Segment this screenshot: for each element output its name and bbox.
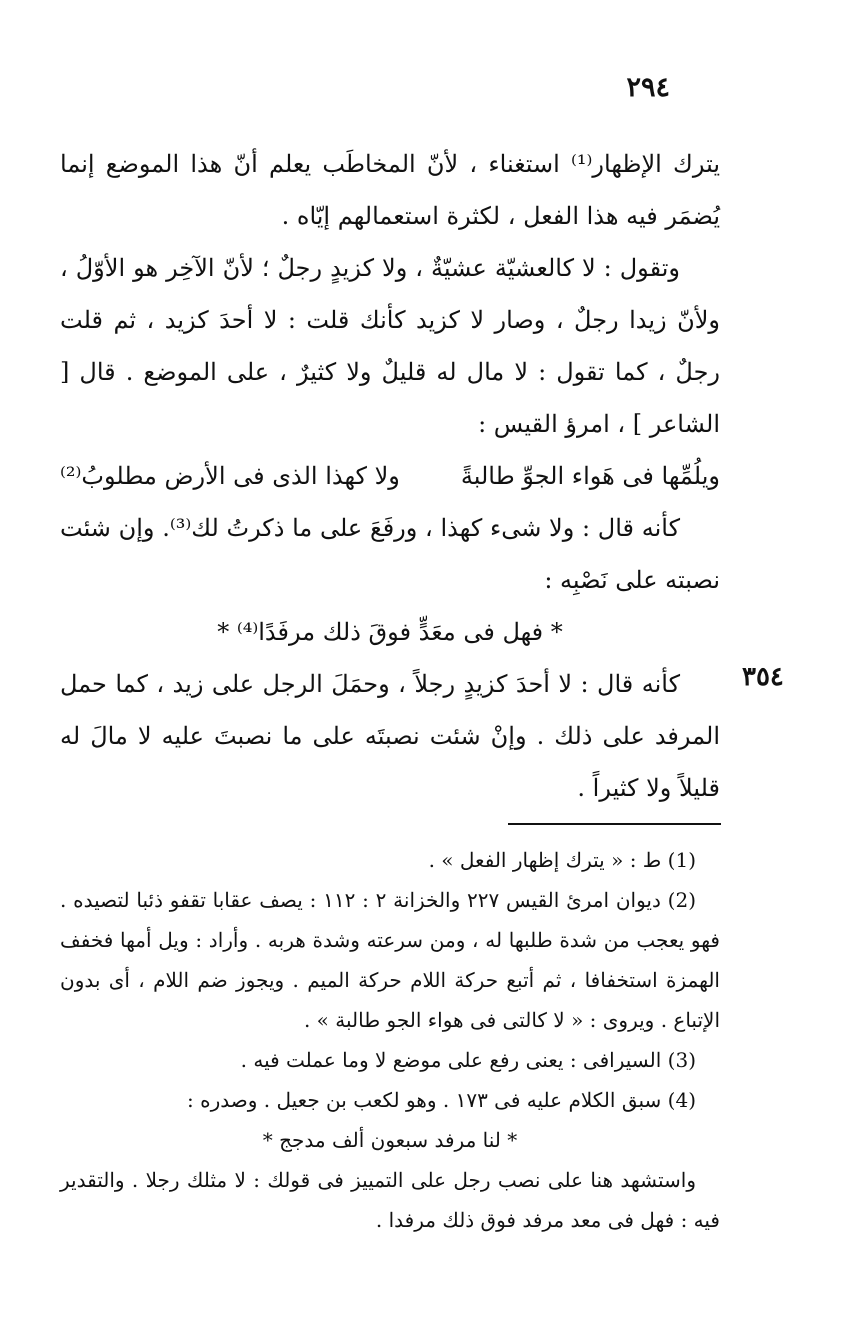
- verse-first-hemistich: ويلُمِّها فى هَواء الجوِّ طالبةً: [460, 462, 720, 490]
- footnote-2: (2) ديوان امرئ القيس ٢٢٧ والخزانة ٢ : ١١٢ : يصف عقابا تقفو ذئبا لتصيده . فهو يعجب من شدة طلبها له ، ومن سرعته وشدة هربه . وأراد : ويل أمها فخفف الهمزة استخفافا ، ثم أتبع حركة اللام حركة الميم . ويجوز ضم اللام ، أى بدون الإتباع . ويروى : « لا كالتى فى هواء الجو طالبة » .: [60, 888, 720, 1032]
- verse-second-hemistich: ولا كهذا الذى فى الأرض مطلوبُ⁽²⁾: [60, 462, 400, 490]
- half-verse: * فهل فى معَدٍّ فوقَ ذلك مرفَدًا⁽⁴⁾ *: [217, 618, 563, 646]
- margin-page-reference: ٣٥٤: [742, 662, 784, 692]
- paragraph-4: كأنه قال : لا أحدَ كزيدٍ رجلاً ، وحمَلَ الرجل على زيد ، كما حمل المرفد على ذلك . وإنْ شئت نصبتَه على ما نصبتَ عليه لا مالَ له قليلاً ولا كثيراً .: [60, 670, 720, 802]
- paragraph-2: وتقول : لا كالعشيّة عشيّةٌ ، ولا كزيدٍ رجلٌ ؛ لأنّ الآخِر هو الأوّلُ ، ولأنّ زيدا رجلٌ ، وصار لا كزيد كأنك قلت : لا أحدَ كزيد ، ثم قلت رجلٌ ، كما تقول : لا مال له قليلٌ ولا كثيرٌ ، على الموضع . قال [ الشاعر ] ، امرؤ القيس :: [60, 254, 720, 438]
- page-number: ٢٩٤: [626, 72, 670, 103]
- footnote-divider: [508, 823, 721, 825]
- footnote-3: (3) السيرافى : يعنى رفع على موضع لا وما عملت فيه .: [240, 1048, 696, 1072]
- footnotes: [60, 840, 720, 1240]
- footnote-4-continuation: واستشهد هنا على نصب رجل على التمييز فى قولك : لا مثلك رجلا . والتقدير فيه : فهل فى معد مرفد فوق ذلك مرفدا .: [60, 1168, 720, 1232]
- paragraph-1: يترك الإظهار⁽¹⁾ استغناء ، لأنّ المخاطَب يعلم أنّ هذا الموضع إنما يُضمَر فيه هذا الفعل ، لكثرة استعمالهم إيّاه .: [60, 150, 720, 230]
- main-text: [60, 138, 720, 814]
- footnote-4: (4) سبق الكلام عليه فى ١٧٣ . وهو لكعب بن جعيل . وصدره :: [187, 1088, 696, 1112]
- verse-line: [60, 450, 720, 502]
- footnote-1: (1) ط : « يترك إظهار الفعل » .: [428, 848, 696, 872]
- footnote-4-verse: * لنا مرفد سبعون ألف مدجج *: [262, 1128, 518, 1152]
- paragraph-3: كأنه قال : ولا شىء كهذا ، ورفَعَ على ما ذكرتُ لك⁽³⁾. وإن شئت نصبته على نَصْبِه :: [60, 514, 720, 594]
